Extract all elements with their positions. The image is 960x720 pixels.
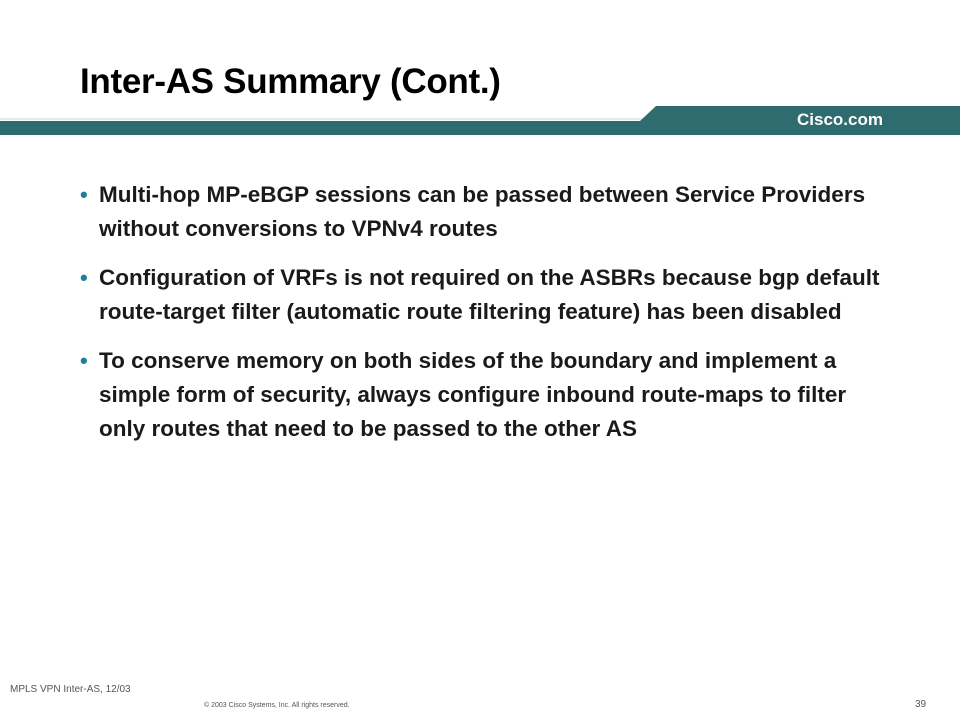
bullet-item bbox=[80, 261, 890, 329]
bullet-dot-icon: • bbox=[80, 182, 88, 207]
bullet-text: Configuration of VRFs is not required on the ASBRs because bgp default route-target filter (automatic route filtering feature) has been disabled bbox=[99, 265, 880, 324]
bullet-list bbox=[80, 178, 890, 461]
bullet-item bbox=[80, 178, 890, 246]
cisco-com-logo: Cisco.com bbox=[797, 110, 883, 129]
footer-course-label: MPLS VPN Inter-AS, 12/03 bbox=[10, 684, 131, 695]
bullet-text: Multi-hop MP-eBGP sessions can be passed between Service Providers without conversions to VPNv4 routes bbox=[99, 182, 866, 241]
bullet-dot-icon: • bbox=[80, 348, 88, 373]
bullet-text: To conserve memory on both sides of the boundary and implement a simple form of security, always configure inbound route-maps to filter only routes that need to be passed to the other AS bbox=[99, 348, 847, 441]
footer-copyright: © 2003 Cisco Systems, Inc. All rights reserved. bbox=[204, 702, 350, 709]
slide-title: Inter-AS Summary (Cont.) bbox=[80, 62, 501, 101]
bullet-item bbox=[80, 344, 890, 446]
bullet-dot-icon: • bbox=[80, 265, 88, 290]
page-number: 39 bbox=[915, 699, 927, 710]
